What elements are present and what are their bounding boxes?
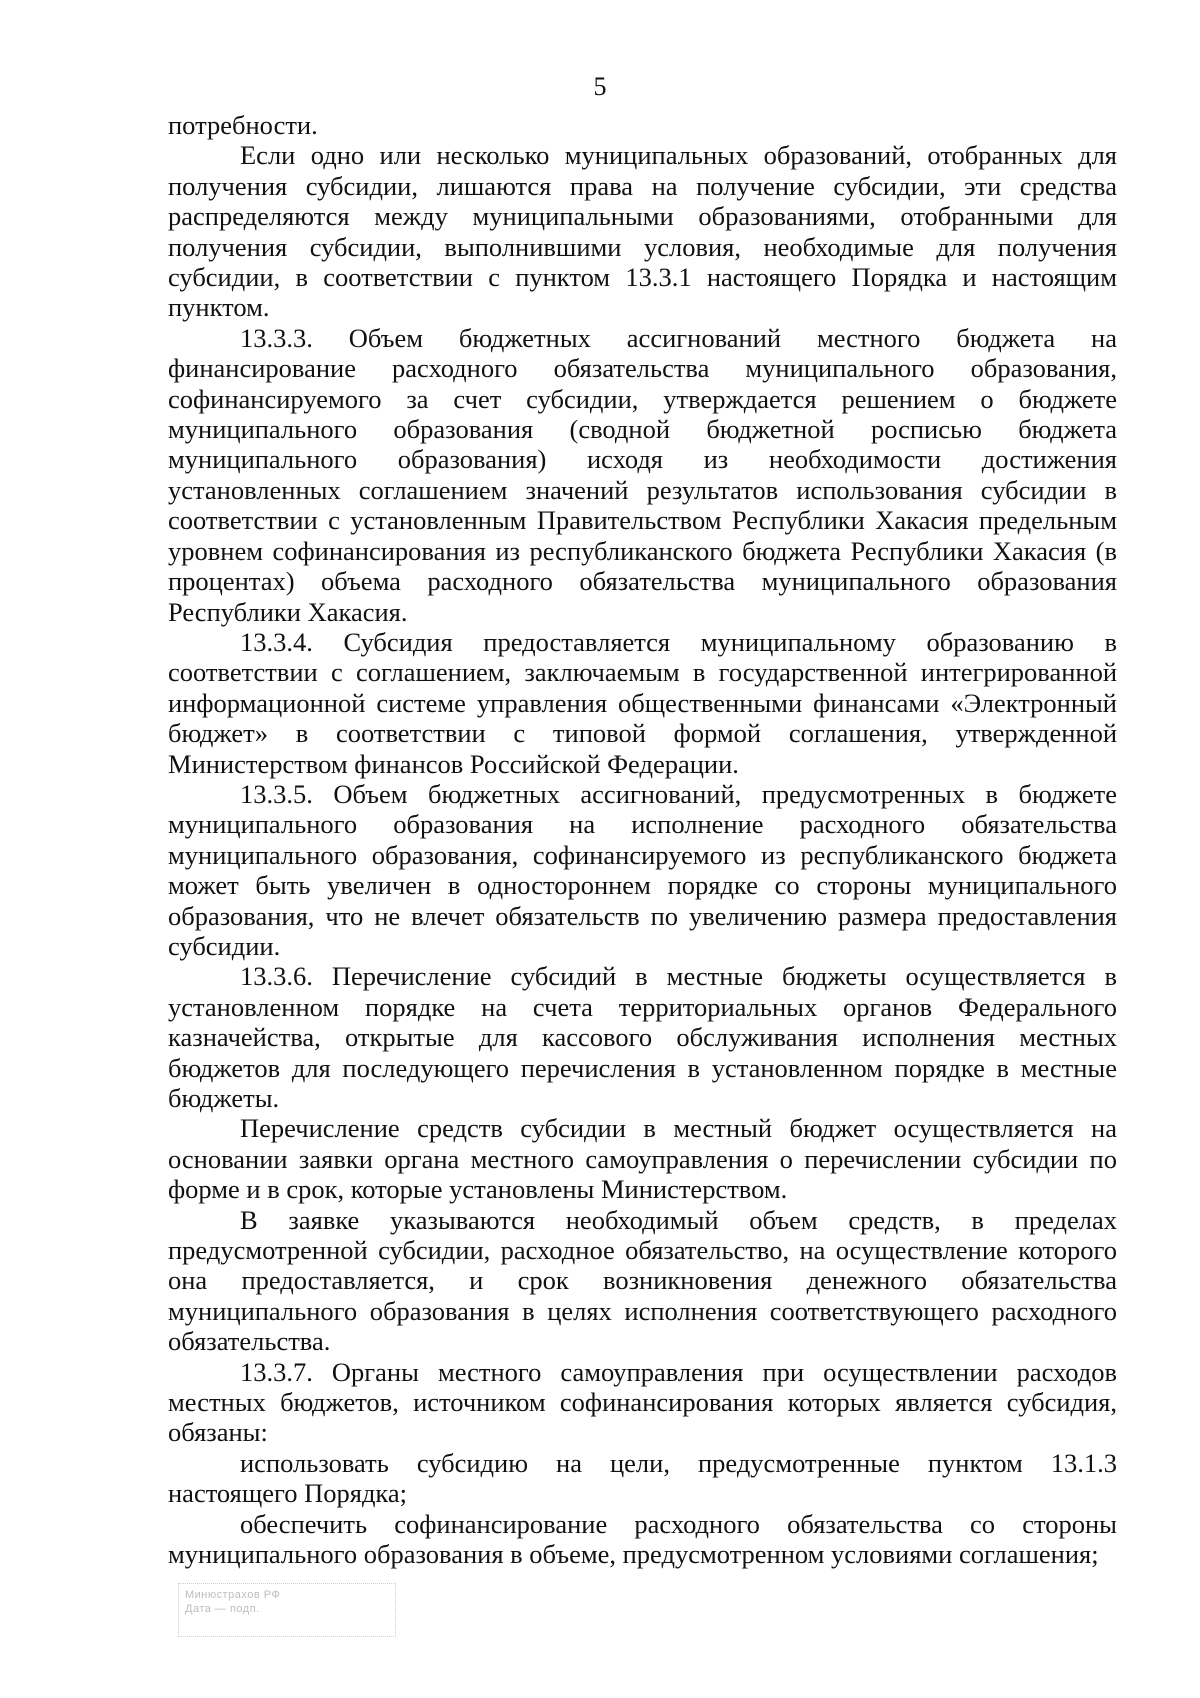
paragraph-13-3-6: 13.3.6. Перечисление субсидий в местные бюджеты осуществляется в установленном порядке на счета территориальных органов Федерального казначейства, открытые для кассового обслуживания исполнения местных бюджетов для последующего перечисления в установленном порядке в местные бюджеты. <box>168 961 1117 1113</box>
paragraph-obligation-use: использовать субсидию на цели, предусмотренные пунктом 13.1.3 настоящего Порядка; <box>168 1447 1117 1509</box>
paragraph-obligation-cofinance: обеспечить софинансирование расходного обязательства со стороны муниципального образования в объеме, предусмотренном условиями соглашения; <box>168 1508 1117 1570</box>
paragraph-13-3-7: 13.3.7. Органы местного самоуправления при осуществлении расходов местных бюджетов, источником софинансирования которых является субсидия, обязаны: <box>168 1356 1117 1448</box>
paragraph-application-content: В заявке указываются необходимый объем средств, в пределах предусмотренной субсидии, расходное обязательство, на осуществление которого она предоставляется, и срок возникновения денежного обязательства муниципального образования в целях исполнения соответствующего расходного обязательства. <box>168 1204 1117 1357</box>
faded-stamp <box>178 1583 396 1637</box>
page-number: 5 <box>593 72 607 101</box>
paragraph-13-3-3: 13.3.3. Объем бюджетных ассигнований местного бюджета на финансирование расходного обязательства муниципального образования, софинансируемого за счет субсидии, утверждается решением о бюджете муниципального образования (сводной бюджетной росписью бюджета муниципального образования) исходя из необходимости достижения установленных соглашением значений результатов использования субсидии в соответствии с установленным Правительством Республики Хакасия предельным уровнем софинансирования из республиканского бюджета Республики Хакасия (в процентах) объема расходного обязательства муниципального образования Республики Хакасия. <box>168 322 1117 627</box>
document-body <box>168 110 1117 1570</box>
stamp-line: Дата — подп. <box>185 1603 260 1615</box>
paragraph-13-3-4: 13.3.4. Субсидия предоставляется муниципальному образованию в соответствии с соглашением, заключаемым в государственной интегрированной информационной системе управления общественными финансами «Электронный бюджет» в соответствии с типовой формой соглашения, утвержденной Министерством финансов Российской Федерации. <box>168 626 1117 779</box>
stamp-line: Минюстрахов РФ <box>185 1589 281 1601</box>
paragraph-13-3-5: 13.3.5. Объем бюджетных ассигнований, предусмотренных в бюджете муниципального образования на исполнение расходного обязательства муниципального образования, софинансируемого из республиканского бюджета может быть увеличен в одностороннем порядке со стороны муниципального образования, что не влечет обязательств по увеличению размера предоставления субсидии. <box>168 778 1117 961</box>
paragraph-0: потребности. <box>168 110 318 140</box>
paragraph-transfer-basis: Перечисление средств субсидии в местный бюджет осуществляется на основании заявки органа местного самоуправления о перечислении субсидии по форме и в срок, которые установлены Министерством. <box>168 1113 1117 1205</box>
paragraph-1: Если одно или несколько муниципальных образований, отобранных для получения субсидии, лишаются права на получение субсидии, эти средства распределяются между муниципальными образованиями, отобранными для получения субсидии, выполнившими условия, необходимые для получения субсидии, в соответствии с пунктом 13.3.1 настоящего Порядка и настоящим пунктом. <box>168 140 1117 323</box>
